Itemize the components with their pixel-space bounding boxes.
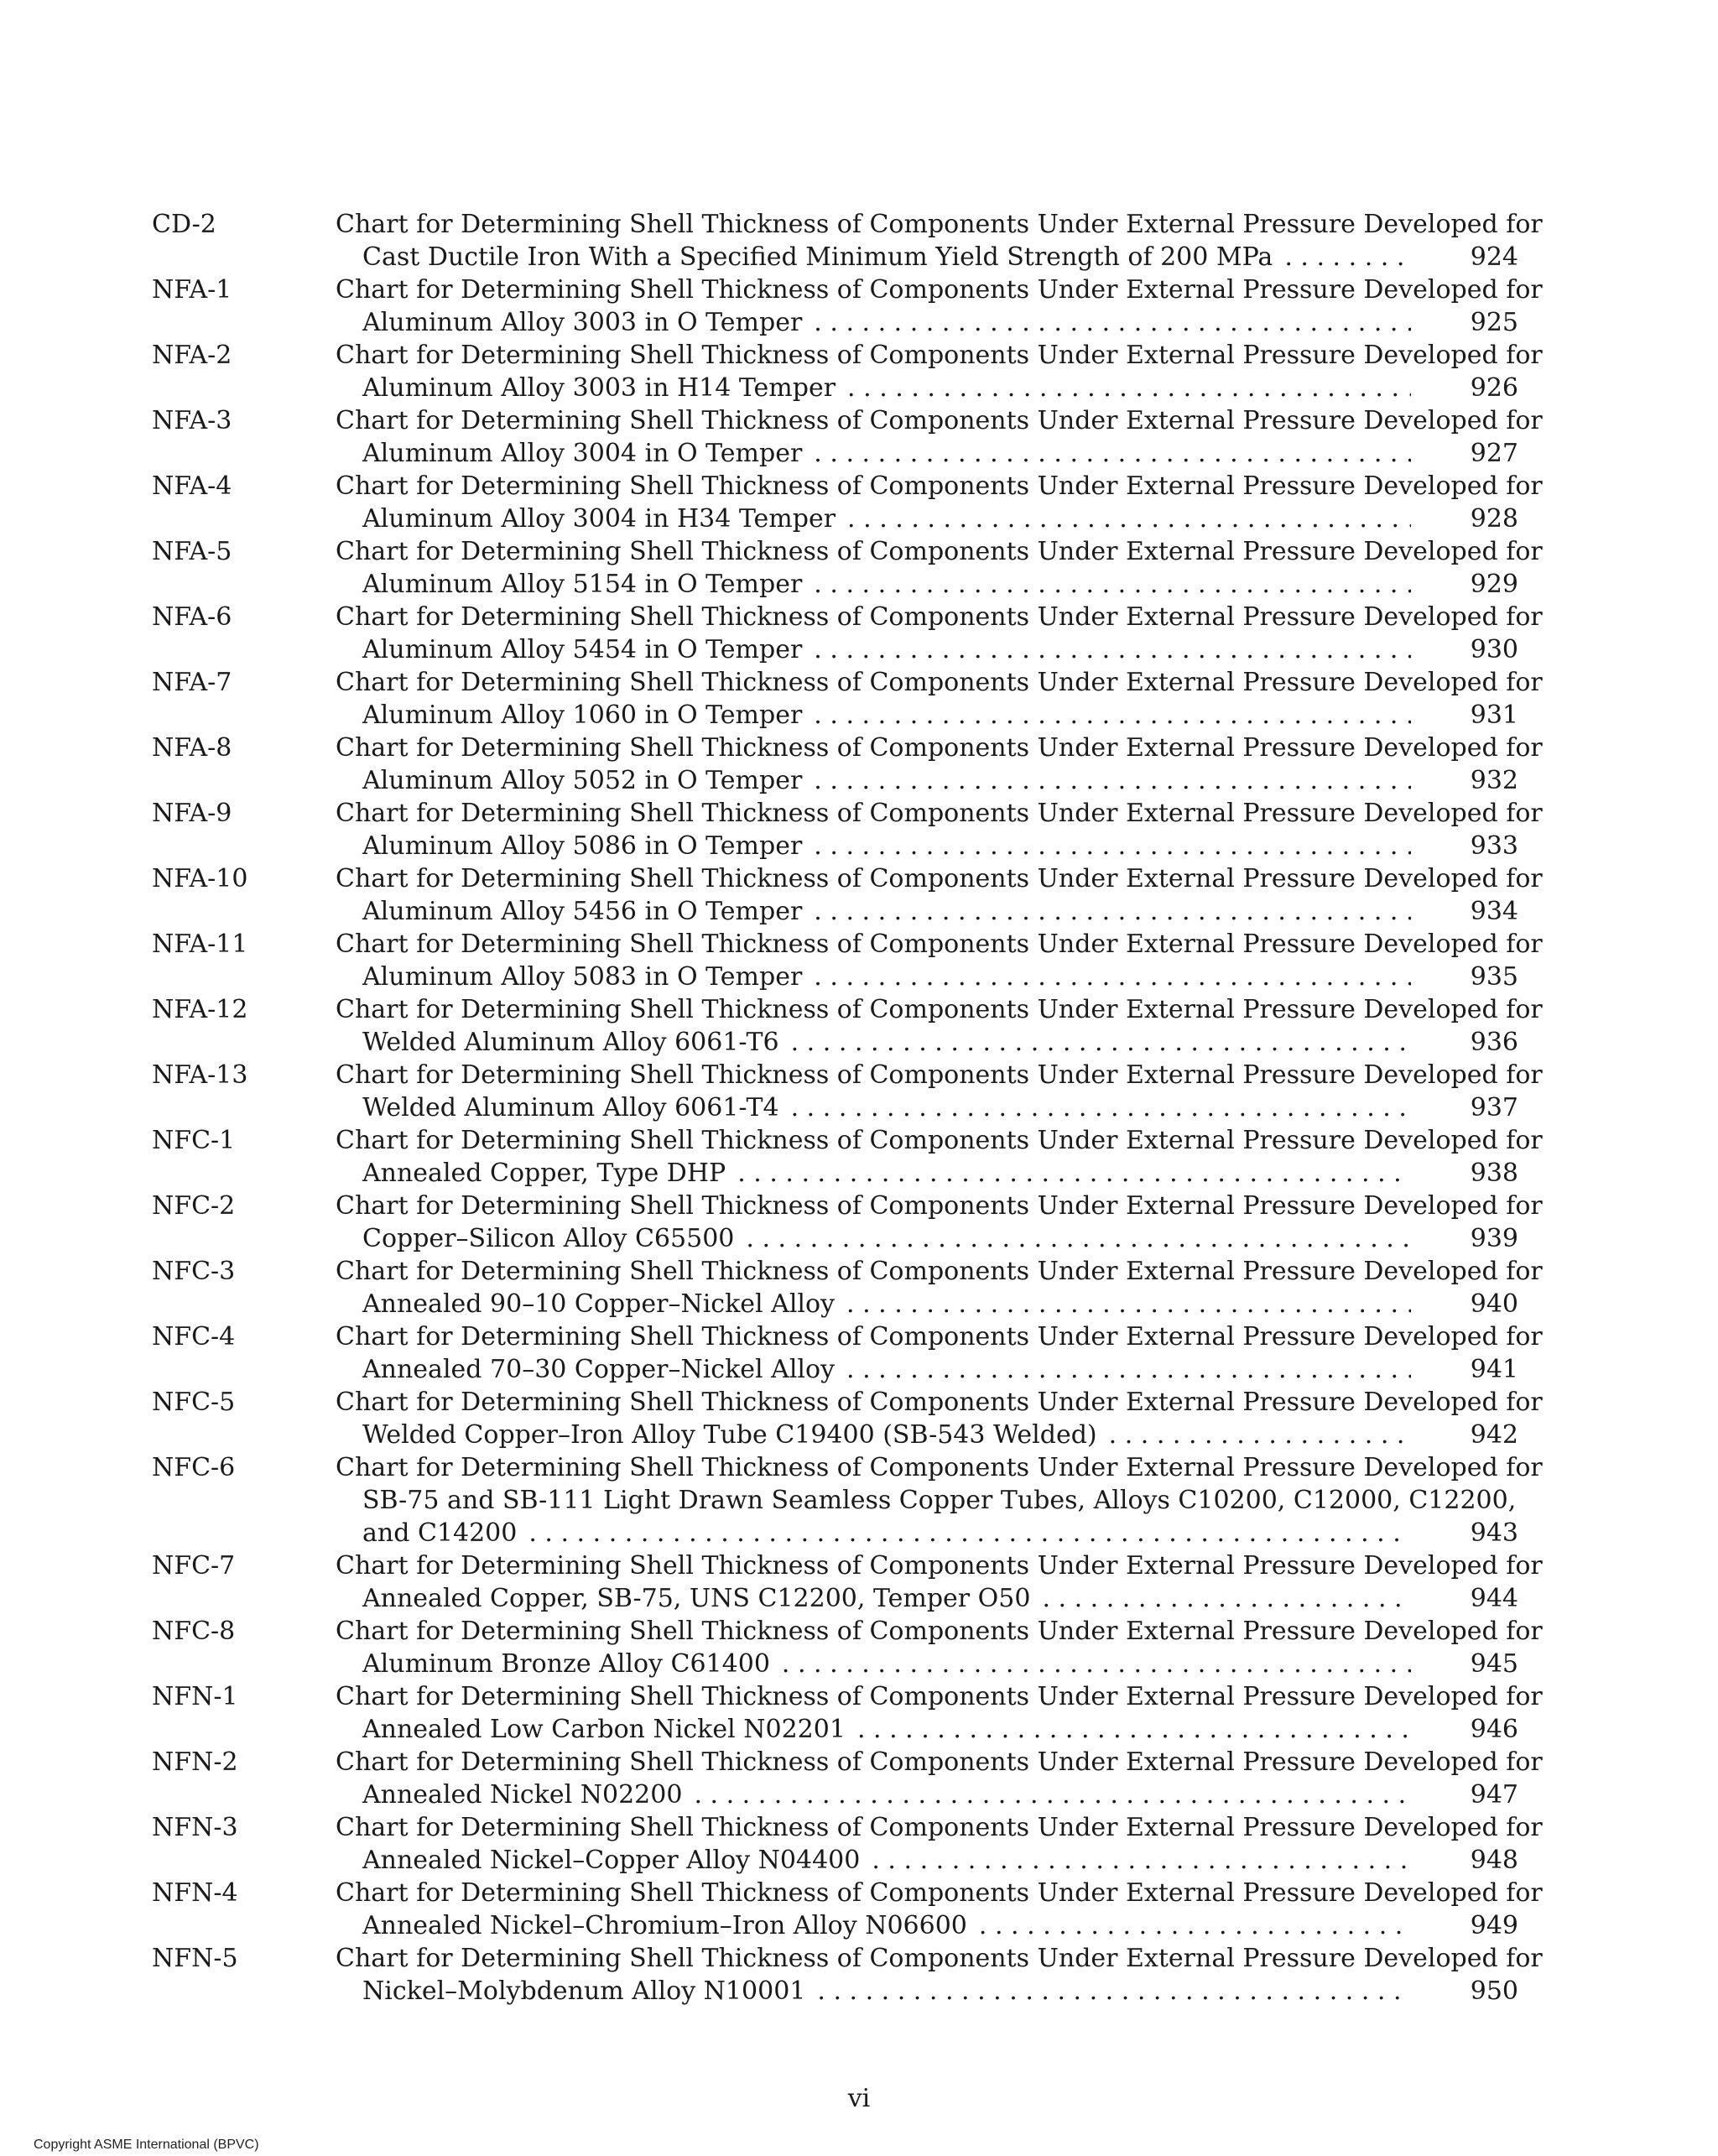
entry-title-line: Chart for Determining Shell Thickness of Components Under External Pressure Developed for	[336, 1453, 1543, 1482]
toc-entry[interactable]	[0, 273, 1718, 339]
entry-title-line: Aluminum Alloy 5083 in O Temper	[362, 962, 803, 992]
page-number-ref[interactable]: 945	[1470, 1649, 1518, 1679]
figure-number: NFN-3	[152, 1813, 238, 1842]
entry-title-line: Chart for Determining Shell Thickness of Components Under External Pressure Developed for	[336, 341, 1543, 370]
entry-title-line: Chart for Determining Shell Thickness of Components Under External Pressure Developed for	[336, 799, 1543, 828]
figure-number: NFA-3	[152, 406, 232, 435]
entry-title-line: Chart for Determining Shell Thickness of Components Under External Pressure Developed for	[336, 1126, 1543, 1155]
entry-title-line: SB-75 and SB-111 Light Drawn Seamless Copper Tubes, Alloys C10200, C12000, C12200,	[362, 1486, 1517, 1515]
figure-number: NFN-4	[152, 1878, 238, 1908]
figure-number: NFA-4	[152, 471, 232, 501]
entry-title-line: Aluminum Alloy 3004 in O Temper	[362, 439, 803, 468]
page-number-ref[interactable]: 946	[1470, 1715, 1518, 1744]
toc-entry[interactable]	[0, 1549, 1718, 1615]
dot-leader	[1109, 1419, 1411, 1451]
entry-title-line: Chart for Determining Shell Thickness of Components Under External Pressure Developed for	[336, 406, 1543, 435]
dot-leader	[872, 1844, 1411, 1877]
toc-entry[interactable]	[0, 470, 1718, 535]
entry-title-line: Annealed Nickel N02200	[362, 1780, 683, 1810]
toc-entry[interactable]	[0, 535, 1718, 601]
entry-title-line: Chart for Determining Shell Thickness of Components Under External Pressure Developed for	[336, 668, 1543, 697]
entry-title-line: Aluminum Alloy 5086 in O Temper	[362, 831, 803, 861]
page-number-ref[interactable]: 926	[1470, 373, 1518, 403]
entry-title-line: Chart for Determining Shell Thickness of Components Under External Pressure Developed for	[336, 1257, 1543, 1286]
figure-number: NFA-5	[152, 537, 232, 566]
figure-number: NFC-2	[152, 1191, 236, 1221]
figure-number: NFA-6	[152, 602, 232, 632]
figure-number: NFC-6	[152, 1453, 236, 1482]
dot-leader	[817, 1975, 1411, 2008]
entry-title-line: and C14200	[362, 1518, 518, 1548]
figure-number: NFA-9	[152, 799, 232, 828]
dot-leader	[814, 830, 1411, 862]
entry-title-line: Chart for Determining Shell Thickness of Components Under External Pressure Developed for	[336, 1682, 1543, 1711]
entry-title-line: Chart for Determining Shell Thickness of Components Under External Pressure Developed for	[336, 537, 1543, 566]
page-number-ref[interactable]: 925	[1470, 308, 1518, 337]
figure-number: NFC-3	[152, 1257, 236, 1286]
page-number-ref[interactable]: 930	[1470, 635, 1518, 664]
entry-title-line: Aluminum Alloy 5052 in O Temper	[362, 766, 803, 795]
entry-title-line: Chart for Determining Shell Thickness of Components Under External Pressure Developed for	[336, 995, 1543, 1024]
page-number-ref[interactable]: 943	[1470, 1518, 1518, 1548]
page-number-ref[interactable]: 944	[1470, 1584, 1518, 1613]
dot-leader	[979, 1909, 1411, 1942]
dot-leader	[857, 1713, 1411, 1746]
entry-title-line: Annealed 70–30 Copper–Nickel Alloy	[362, 1355, 836, 1384]
toc-entry[interactable]	[0, 1811, 1718, 1877]
dot-leader	[694, 1778, 1411, 1811]
entry-title-line: Cast Ductile Iron With a Specified Minimum Yield Strength of 200 MPa	[362, 242, 1273, 272]
dot-leader	[782, 1648, 1411, 1680]
page-number-ref[interactable]: 928	[1470, 504, 1518, 534]
page-number-ref[interactable]: 950	[1470, 1976, 1518, 2006]
dot-leader	[1284, 241, 1411, 273]
entry-title-line: Annealed Copper, Type DHP	[362, 1159, 726, 1188]
toc-entry[interactable]	[0, 1190, 1718, 1255]
figure-number: CD-2	[152, 210, 216, 239]
dot-leader	[814, 699, 1411, 732]
entry-title-line: Nickel–Molybdenum Alloy N10001	[362, 1976, 806, 2006]
page-number-ref[interactable]: 935	[1470, 962, 1518, 992]
dot-leader	[847, 372, 1411, 404]
dot-leader	[746, 1222, 1411, 1255]
entry-title-line: Aluminum Alloy 3004 in H34 Temper	[362, 504, 836, 534]
toc-entry[interactable]	[0, 993, 1718, 1059]
figure-number: NFA-10	[152, 864, 248, 893]
dot-leader	[737, 1157, 1411, 1190]
entry-title-line: Annealed Low Carbon Nickel N02201	[362, 1715, 846, 1744]
toc-entry[interactable]	[0, 862, 1718, 928]
toc-entry[interactable]	[0, 928, 1718, 993]
toc-entry[interactable]	[0, 1451, 1718, 1549]
page-number-ref[interactable]: 948	[1470, 1846, 1518, 1875]
page-number-ref[interactable]: 942	[1470, 1420, 1518, 1450]
toc-entry[interactable]	[0, 208, 1718, 273]
figure-number: NFA-8	[152, 733, 232, 763]
entry-title-line: Chart for Determining Shell Thickness of Components Under External Pressure Developed for	[336, 733, 1543, 763]
entry-title-line: Chart for Determining Shell Thickness of Components Under External Pressure Developed for	[336, 864, 1543, 893]
figure-number: NFC-5	[152, 1388, 236, 1417]
toc-entry[interactable]	[0, 1877, 1718, 1942]
toc-entry[interactable]	[0, 666, 1718, 732]
toc-entry[interactable]	[0, 1942, 1718, 2008]
dot-leader	[791, 1091, 1411, 1124]
figure-number: NFA-12	[152, 995, 248, 1024]
page-number-ref[interactable]: 949	[1470, 1911, 1518, 1940]
figure-number: NFA-7	[152, 668, 232, 697]
dot-leader	[846, 1288, 1411, 1320]
dot-leader	[814, 961, 1411, 993]
dot-leader	[847, 503, 1411, 535]
figure-number: NFC-7	[152, 1551, 236, 1581]
page-number: vi	[847, 2084, 871, 2113]
toc-entry[interactable]	[0, 1059, 1718, 1124]
figure-number: NFN-2	[152, 1747, 238, 1777]
entry-title-line: Copper–Silicon Alloy C65500	[362, 1224, 735, 1253]
page-number-ref[interactable]: 941	[1470, 1355, 1518, 1384]
dot-leader	[814, 437, 1411, 470]
figure-number: NFC-1	[152, 1126, 236, 1155]
dot-leader	[814, 568, 1411, 601]
page-number-ref[interactable]: 936	[1470, 1028, 1518, 1057]
entry-title-line: Aluminum Alloy 5454 in O Temper	[362, 635, 803, 664]
entry-title-line: Chart for Determining Shell Thickness of Components Under External Pressure Developed for	[336, 1191, 1543, 1221]
entry-title-line: Annealed Nickel–Copper Alloy N04400	[362, 1846, 861, 1875]
page-number-ref[interactable]: 931	[1470, 700, 1518, 730]
entry-title-line: Chart for Determining Shell Thickness of Components Under External Pressure Developed for	[336, 1747, 1543, 1777]
entry-title-line: Aluminum Alloy 3003 in O Temper	[362, 308, 803, 337]
entry-title-line: Chart for Determining Shell Thickness of Components Under External Pressure Developed for	[336, 602, 1543, 632]
dot-leader	[846, 1353, 1411, 1386]
entry-title-line: Chart for Determining Shell Thickness of Components Under External Pressure Developed for	[336, 1878, 1543, 1908]
toc-entry[interactable]	[0, 797, 1718, 862]
page-number-ref[interactable]: 924	[1470, 242, 1518, 272]
toc-entry[interactable]	[0, 339, 1718, 404]
entry-title-line: Chart for Determining Shell Thickness of Components Under External Pressure Developed for	[336, 210, 1543, 239]
entry-title-line: Chart for Determining Shell Thickness of Components Under External Pressure Developed for	[336, 471, 1543, 501]
page-number-ref[interactable]: 939	[1470, 1224, 1518, 1253]
entry-title-line: Annealed 90–10 Copper–Nickel Alloy	[362, 1289, 836, 1319]
entry-title-line: Aluminum Alloy 5456 in O Temper	[362, 897, 803, 926]
toc-entry[interactable]	[0, 1746, 1718, 1811]
entry-title-line: Chart for Determining Shell Thickness of Components Under External Pressure Developed for	[336, 1944, 1543, 1973]
dot-leader	[814, 764, 1411, 797]
entry-title-line: Aluminum Alloy 1060 in O Temper	[362, 700, 803, 730]
toc-entry[interactable]	[0, 1124, 1718, 1190]
entry-title-line: Chart for Determining Shell Thickness of Components Under External Pressure Developed for	[336, 1617, 1543, 1646]
entry-title-line: Aluminum Alloy 3003 in H14 Temper	[362, 373, 836, 403]
page-number-ref[interactable]: 933	[1470, 831, 1518, 861]
entry-title-line: Chart for Determining Shell Thickness of Components Under External Pressure Developed for	[336, 1388, 1543, 1417]
toc-entry[interactable]	[0, 732, 1718, 797]
copyright-notice: Copyright ASME International (BPVC)	[34, 2138, 259, 2152]
page-number-ref[interactable]: 937	[1470, 1093, 1518, 1122]
entry-title-line: Chart for Determining Shell Thickness of Components Under External Pressure Developed for	[336, 930, 1543, 959]
entry-title-line: Annealed Nickel–Chromium–Iron Alloy N06600	[362, 1911, 967, 1940]
dot-leader	[528, 1517, 1411, 1549]
toc-entry[interactable]	[0, 1386, 1718, 1451]
page-number-ref[interactable]: 938	[1470, 1159, 1518, 1188]
entry-title-line: Chart for Determining Shell Thickness of Components Under External Pressure Developed for	[336, 1551, 1543, 1581]
dot-leader	[1042, 1582, 1411, 1615]
toc-entry[interactable]	[0, 601, 1718, 666]
figure-number: NFA-13	[152, 1060, 248, 1090]
page-number-ref[interactable]: 932	[1470, 766, 1518, 795]
page-number-ref[interactable]: 929	[1470, 570, 1518, 599]
toc-entry[interactable]	[0, 1320, 1718, 1386]
entry-title-line: Welded Copper–Iron Alloy Tube C19400 (SB-543 Welded)	[362, 1420, 1097, 1450]
toc-entry[interactable]	[0, 1255, 1718, 1320]
figure-number: NFA-11	[152, 930, 248, 959]
figure-number: NFC-8	[152, 1617, 236, 1646]
toc-entry[interactable]	[0, 404, 1718, 470]
dot-leader	[814, 306, 1411, 339]
dot-leader	[814, 895, 1411, 928]
dot-leader	[814, 633, 1411, 666]
entry-title-line: Annealed Copper, SB-75, UNS C12200, Temper O50	[362, 1584, 1031, 1613]
entry-title-line: Welded Aluminum Alloy 6061-T6	[362, 1028, 779, 1057]
entry-title-line: Aluminum Bronze Alloy C61400	[362, 1649, 770, 1679]
entry-title-line: Aluminum Alloy 5154 in O Temper	[362, 570, 803, 599]
entry-title-line: Welded Aluminum Alloy 6061-T4	[362, 1093, 779, 1122]
entry-title-line: Chart for Determining Shell Thickness of Components Under External Pressure Developed for	[336, 275, 1543, 305]
figure-number: NFA-1	[152, 275, 232, 305]
figure-number: NFN-1	[152, 1682, 238, 1711]
figure-number: NFC-4	[152, 1322, 236, 1351]
page-number-ref[interactable]: 927	[1470, 439, 1518, 468]
entry-title-line: Chart for Determining Shell Thickness of Components Under External Pressure Developed for	[336, 1813, 1543, 1842]
toc-entry[interactable]	[0, 1680, 1718, 1746]
dot-leader	[791, 1026, 1411, 1059]
entry-title-line: Chart for Determining Shell Thickness of Components Under External Pressure Developed for	[336, 1060, 1543, 1090]
page-number-ref[interactable]: 940	[1470, 1289, 1518, 1319]
toc-entry[interactable]	[0, 1615, 1718, 1680]
figure-number: NFN-5	[152, 1944, 238, 1973]
figure-number: NFA-2	[152, 341, 232, 370]
page-number-ref[interactable]: 934	[1470, 897, 1518, 926]
page-number-ref[interactable]: 947	[1470, 1780, 1518, 1810]
entry-title-line: Chart for Determining Shell Thickness of Components Under External Pressure Developed for	[336, 1322, 1543, 1351]
